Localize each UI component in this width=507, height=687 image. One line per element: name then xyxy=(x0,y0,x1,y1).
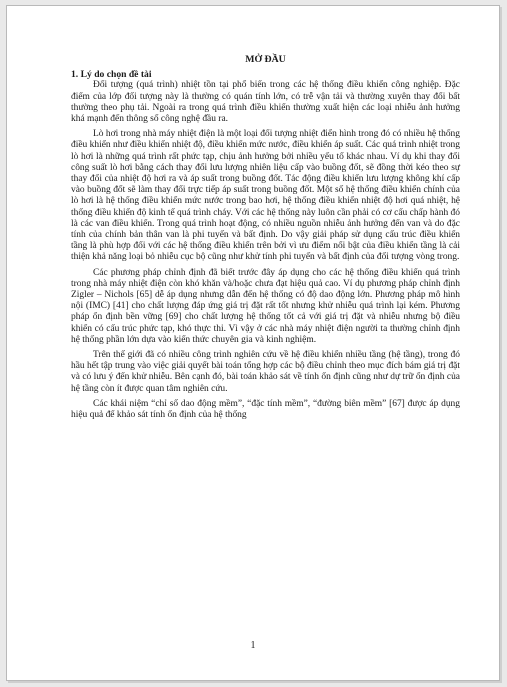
paragraph-1: Đối tượng (quá trình) nhiệt tồn tại phổ biến trong các hệ thống điều khiển công nghiệp. Đặc điểm của lớp đối tượng này là thường có quán tính lớn, có trễ vận tải và thường xuyên thay đổi bất thường theo phụ tải. Ngoài ra trong quá trình điều khiển thường xuất hiện các loại nhiễu ảnh hưởng khá mạnh đến thông số công nghệ đầu ra. xyxy=(71,80,460,125)
page-title: MỞ ĐẦU xyxy=(245,54,286,65)
page-content xyxy=(71,54,460,425)
paragraph-4: Trên thế giới đã có nhiều công trình nghiên cứu về hệ điều khiển nhiều tầng (hệ tầng), trong đó hầu hết tập trung vào việc giải quyết bài toán tổng hợp các bộ điều chỉnh theo mục đích bám giá trị đặt và có lưu ý đến khử nhiễu. Bên cạnh đó, bài toán khảo sát về tính ổn định cũng như dự trữ ổn định của hệ tầng còn ít được quan tâm nghiên cứu. xyxy=(71,350,460,394)
section-heading: 1. Lý do chọn đề tài xyxy=(71,69,152,81)
paragraph-3: Các phương pháp chỉnh định đã biết trước đây áp dụng cho các hệ thống điều khiển quá trình trong nhà máy nhiệt điện còn khó khăn và/hoặc chưa đạt hiệu quả cao. Ví dụ phương pháp chỉnh định Zigler – Nichols [65] dễ áp dụng nhưng dẫn đến hệ thống có độ dao động lớn. Phương pháp mô hình nội (IMC) [41] cho chất lượng đáp ứng giá trị đặt rất tốt nhưng khử nhiễu quá trình lại kém. Phương pháp ổn định bền vững [69] cho chất lượng hệ thống tốt cả với giá trị đặt và nhiễu nhưng bộ điều khiển có cấu trúc phức tạp, khó thực thi. Vì vậy ở các nhà máy nhiệt điện người ta thường chỉnh định hệ thống phần lớn dựa vào kiến thức chuyên gia và kinh nghiệm. xyxy=(71,267,460,345)
paragraph-2: Lò hơi trong nhà máy nhiệt điện là một loại đối tượng nhiệt điển hình trong đó có nhiều hệ thống điều khiển như điều khiển nhiệt độ, điều khiển mức nước, điều khiển áp suất. Các quá trình nhiệt trong lò hơi là những quá trình rất phức tạp, chịu ảnh hưởng bởi nhiều yếu tố khác nhau. Ví dụ khi thay đổi công suất lò hơi bằng cách thay đổi lưu lượng nhiên liệu cấp vào buồng đốt, sẽ đồng thời kéo theo sự thay đổi của nhiệt độ hơi ra và áp suất trong buồng đốt. Tác động điều khiển lưu lượng không khí cấp vào buồng đốt sẽ làm thay đổi trực tiếp áp suất trong buồng đốt. Một số hệ thống điều khiển chính của lò hơi là hệ thống điều khiển mức nước trong bao hơi, hệ thống điều khiển nhiệt độ hơi quá nhiệt, hệ thống điều khiển độ kinh tế quá trình cháy. Với các hệ thống này luôn cần phải có cơ cấu chấp hành đó là các van điều khiển. Trong quá trình hoạt động, có nhiều nguồn nhiễu ảnh hưởng đến van và do đặc tính của chính bản thân van là phi tuyến và bất định. Do vậy giải pháp sử dụng cấu trúc điều khiển tầng là phù hợp đối với các hệ thống điều khiển trên bởi vì ưu điểm nổi bật của điều khiển tầng là cải thiện khả năng loại bỏ nhiễu cục bộ cũng như khử tính phi tuyến và bất định của đối tượng vòng trong. xyxy=(71,129,460,263)
paragraph-5: Các khái niệm “chỉ số dao động mềm”, “đặc tính mềm”, “đường biên mềm” [67] được áp dụng hiệu quả để khảo sát tính ổn định của hệ thống xyxy=(71,398,460,421)
document-page xyxy=(6,5,500,681)
page-number: 1 xyxy=(250,640,256,651)
